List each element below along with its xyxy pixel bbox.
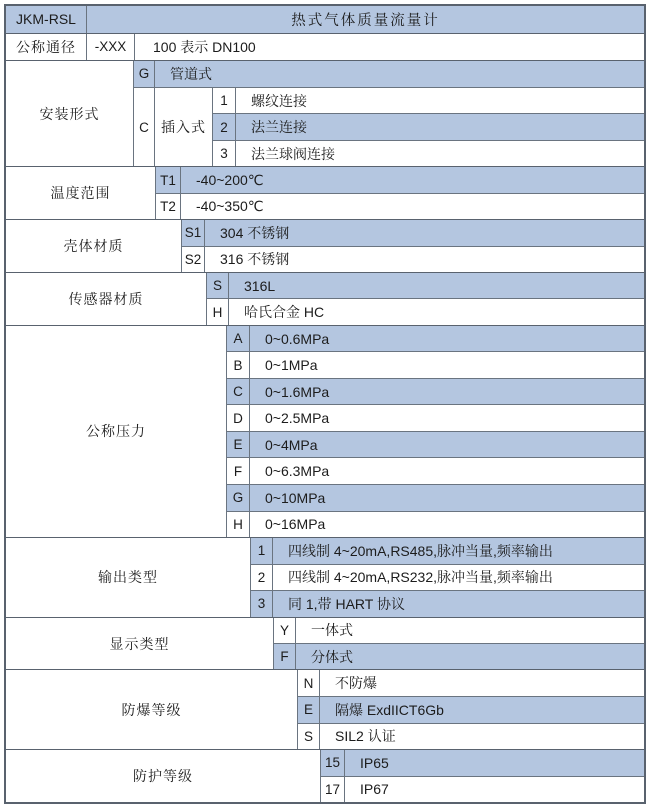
option-desc: 0~10MPa <box>265 489 326 506</box>
option-row <box>298 723 644 750</box>
option-code: H <box>227 512 250 538</box>
option-code: F <box>227 458 250 484</box>
model-code: JKM-RSL <box>6 6 87 33</box>
section-shell-material <box>6 219 644 272</box>
section-label: 公称通径 <box>6 34 87 60</box>
option-row <box>227 457 644 484</box>
option-row <box>274 643 644 669</box>
option-row <box>298 670 644 696</box>
section-label: 防护等级 <box>6 750 321 802</box>
option-desc: 法兰连接 <box>251 119 307 136</box>
section-label: 传感器材质 <box>6 273 207 325</box>
option-code: 1 <box>213 88 236 113</box>
option-code: Y <box>274 618 296 643</box>
option-row <box>213 113 644 139</box>
option-code: A <box>227 326 250 352</box>
option-code: S <box>207 273 229 298</box>
option-row <box>274 618 644 643</box>
option-desc: 100 表示 DN100 <box>153 38 256 55</box>
section-nominal-diameter <box>6 33 644 60</box>
option-desc: IP67 <box>360 781 389 798</box>
option-row <box>227 484 644 511</box>
section-temperature-range <box>6 166 644 219</box>
option-code: E <box>227 432 250 458</box>
option-row <box>207 298 644 324</box>
option-code: 2 <box>251 565 273 591</box>
option-desc: 法兰球阀连接 <box>251 145 335 162</box>
option-code: H <box>207 299 229 324</box>
section-output-type <box>6 537 644 617</box>
option-code: C <box>134 88 155 166</box>
option-desc: 哈氏合金 HC <box>244 304 325 321</box>
option-code: G <box>134 61 155 87</box>
option-row <box>134 61 644 87</box>
option-code: 15 <box>321 750 345 775</box>
section-protection-grade <box>6 749 644 802</box>
option-row <box>227 404 644 431</box>
section-display-type <box>6 617 644 670</box>
option-code: 17 <box>321 777 345 802</box>
option-row <box>227 326 644 352</box>
option-desc: 0~4MPa <box>265 436 318 453</box>
option-code: 2 <box>213 114 236 139</box>
section-install-type <box>6 60 644 167</box>
option-code: -XXX <box>87 34 135 60</box>
option-desc: IP65 <box>360 754 389 771</box>
table-header-row <box>6 6 644 33</box>
option-desc: 0~2.5MPa <box>265 410 330 427</box>
option-desc: 0~6.3MPa <box>265 463 330 480</box>
option-desc: 四线制 4~20mA,RS232,脉冲当量,频率输出 <box>288 569 553 586</box>
option-row <box>182 246 644 272</box>
option-row <box>213 88 644 113</box>
option-code: S2 <box>182 247 205 272</box>
option-desc: 四线制 4~20mA,RS485,脉冲当量,频率输出 <box>288 542 553 559</box>
section-label: 安装形式 <box>6 61 134 167</box>
option-desc: 316 不锈钢 <box>220 251 290 268</box>
option-row <box>251 590 644 617</box>
option-desc: 316L <box>244 277 276 294</box>
option-desc: SIL2 认证 <box>335 728 396 745</box>
option-row <box>213 140 644 166</box>
section-label: 温度范围 <box>6 167 156 219</box>
option-desc: 不防爆 <box>335 675 377 692</box>
section-label: 输出类型 <box>6 538 251 617</box>
insert-type-name: 插入式 <box>155 88 213 166</box>
option-code: G <box>227 485 250 511</box>
option-code: E <box>298 697 320 723</box>
option-code: T1 <box>156 167 181 192</box>
option-desc: 一体式 <box>311 622 353 639</box>
option-desc: 0~16MPa <box>265 516 326 533</box>
section-label: 公称压力 <box>6 326 227 537</box>
option-row <box>156 193 644 219</box>
option-code: 3 <box>213 141 236 166</box>
insert-type-group <box>134 87 644 166</box>
option-row <box>227 378 644 405</box>
option-desc: 管道式 <box>170 65 212 82</box>
model-selection-table <box>4 4 646 804</box>
option-desc: -40~200℃ <box>196 171 264 188</box>
section-nominal-pressure <box>6 325 644 537</box>
product-title: 热式气体质量流量计 <box>291 12 440 29</box>
option-code: S <box>298 724 320 750</box>
section-sensor-material <box>6 272 644 325</box>
option-desc: 0~0.6MPa <box>265 330 330 347</box>
option-desc: 同 1,带 HART 协议 <box>288 595 405 612</box>
section-explosion-proof-grade <box>6 669 644 749</box>
option-desc: 隔爆 ExdIICT6Gb <box>335 701 444 718</box>
section-label: 防爆等级 <box>6 670 298 749</box>
option-row <box>227 351 644 378</box>
option-desc: 分体式 <box>311 648 353 665</box>
option-desc: 304 不锈钢 <box>220 224 290 241</box>
section-label: 显示类型 <box>6 618 274 670</box>
option-row <box>321 776 644 802</box>
option-code: F <box>274 644 296 669</box>
option-code: T2 <box>156 194 181 219</box>
option-code: 3 <box>251 591 273 617</box>
option-code: C <box>227 379 250 405</box>
option-row <box>227 431 644 458</box>
section-label: 壳体材质 <box>6 220 182 272</box>
option-code: D <box>227 405 250 431</box>
option-desc: 0~1.6MPa <box>265 383 330 400</box>
option-code: N <box>298 670 320 696</box>
option-desc: 0~1MPa <box>265 357 318 374</box>
option-code: B <box>227 352 250 378</box>
option-row <box>227 511 644 538</box>
option-row <box>207 273 644 298</box>
option-desc: 螺纹连接 <box>251 92 307 109</box>
option-row <box>321 750 644 775</box>
option-code: S1 <box>182 220 205 245</box>
option-row <box>182 220 644 245</box>
option-desc: -40~350℃ <box>196 198 264 214</box>
option-row <box>251 564 644 591</box>
option-code: 1 <box>251 538 273 564</box>
option-row <box>298 696 644 723</box>
option-row <box>251 538 644 564</box>
option-row <box>156 167 644 192</box>
